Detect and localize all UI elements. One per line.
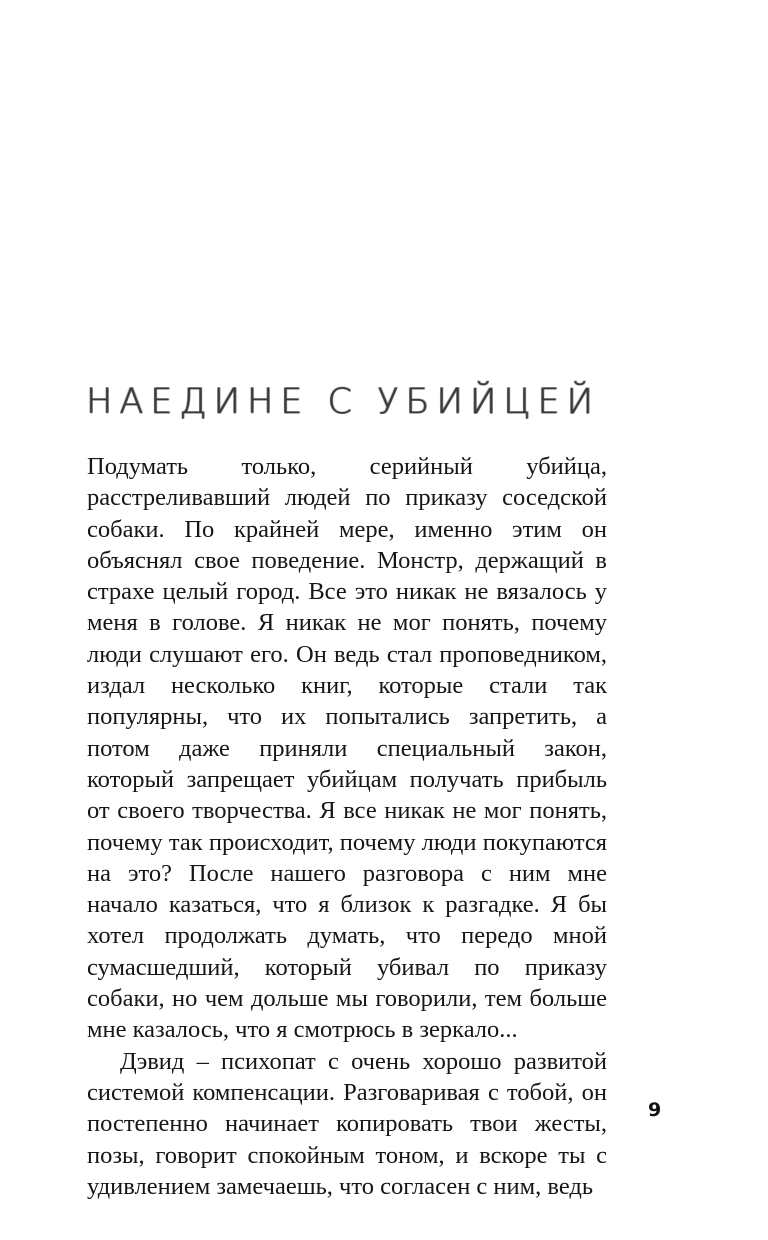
chapter-title: НАЕДИНЕ С УБИЙЦЕЙ [86,382,600,422]
paragraph-2: Дэвид – психопат с очень хорошо развитой системой компенсации. Разговаривая с тобой, он постепенно начинает копировать твои жесты, позы, говорит спокойным тоном, и вскоре ты с удивлением замечаешь, что согласен с ним, ведь [87,1047,607,1200]
body-text [87,451,607,1202]
page-number: 9 [648,1099,662,1121]
paragraph-1: Подумать только, серийный убийца, расстреливавший людей по приказу соседской собаки. По крайней мере, именно этим он объяснял свое поведение. Монстр, держащий в страхе целый город. Все это никак не вязалось у меня в голове. Я никак не мог понять, почему люди слушают его. Он ведь стал проповедником, издал несколько книг, которые стали так популярны, что их попытались запретить, а потом даже приняли специальный закон, который запрещает убийцам получать прибыль от своего творчества. Я все никак не мог понять, почему так происходит, почему люди покупаются на это? После нашего разговора с ним мне начало казаться, что я близок к разгадке. Я бы хотел продолжать думать, что передо мной сумасшедший, который убивал по приказу собаки, но чем дольше мы говорили, тем больше мне казалось, что я смотрюсь в зеркало... [87,453,607,1044]
